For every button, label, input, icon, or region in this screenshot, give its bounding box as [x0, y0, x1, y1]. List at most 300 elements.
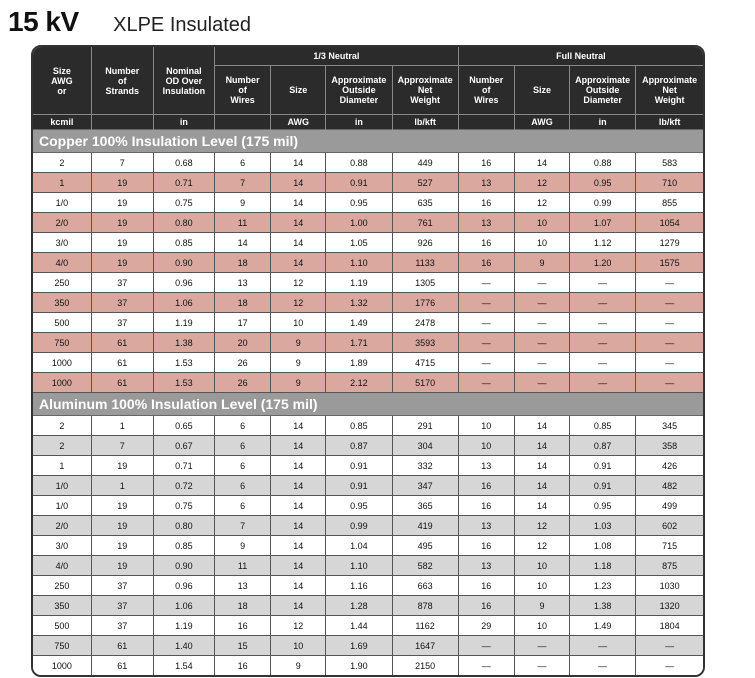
table-cell: 14	[271, 476, 326, 496]
table-cell: 449	[392, 153, 458, 173]
table-cell: 18	[215, 596, 271, 616]
table-cell: 1.38	[153, 333, 214, 353]
table-cell: 1.10	[326, 556, 392, 576]
table-cell: 0.91	[326, 456, 392, 476]
table-cell: 18	[215, 293, 271, 313]
table-cell: 926	[392, 233, 458, 253]
header-third-weight	[392, 66, 458, 115]
table-cell: 1/0	[33, 193, 91, 213]
table-cell: 1776	[392, 293, 458, 313]
table-cell: 61	[91, 353, 153, 373]
table-cell: 878	[392, 596, 458, 616]
table-cell: 9	[271, 333, 326, 353]
cable-spec-table-frame	[31, 45, 705, 677]
table-cell: 14	[271, 253, 326, 273]
table-cell: 0.88	[570, 153, 636, 173]
table-cell: 583	[636, 153, 703, 173]
table-cell: 527	[392, 173, 458, 193]
header-wires-line: Number	[225, 75, 260, 85]
table-cell: 1	[91, 416, 153, 436]
table-cell: —	[636, 636, 703, 656]
table-cell: 250	[33, 576, 91, 596]
table-cell: 37	[91, 313, 153, 333]
table-row	[33, 596, 703, 616]
table-cell: 2/0	[33, 516, 91, 536]
table-cell: —	[458, 636, 514, 656]
header-diam-line: Diameter	[583, 95, 622, 105]
table-cell: 37	[91, 596, 153, 616]
table-cell: 13	[458, 556, 514, 576]
table-cell: 635	[392, 193, 458, 213]
table-cell: 61	[91, 656, 153, 676]
table-cell: 13	[458, 516, 514, 536]
table-cell: 0.95	[570, 496, 636, 516]
table-cell: 663	[392, 576, 458, 596]
table-cell: 14	[271, 416, 326, 436]
table-row	[33, 556, 703, 576]
table-cell: 14	[271, 233, 326, 253]
table-cell: 61	[91, 636, 153, 656]
table-cell: 1647	[392, 636, 458, 656]
table-cell: 332	[392, 456, 458, 476]
table-cell: 9	[215, 536, 271, 556]
table-cell: 12	[514, 193, 569, 213]
table-cell: 13	[458, 173, 514, 193]
table-cell: —	[514, 636, 569, 656]
header-third-weight-unit: lb/kft	[392, 115, 458, 130]
table-cell: 1000	[33, 373, 91, 393]
table-cell: —	[570, 313, 636, 333]
table-cell: 0.87	[326, 436, 392, 456]
table-cell: 1054	[636, 213, 703, 233]
table-cell: —	[636, 313, 703, 333]
table-cell: 5170	[392, 373, 458, 393]
table-cell: 19	[91, 253, 153, 273]
table-cell: 16	[458, 536, 514, 556]
table-row	[33, 616, 703, 636]
table-cell: 1.28	[326, 596, 392, 616]
table-cell: 1.23	[570, 576, 636, 596]
table-cell: 14	[215, 233, 271, 253]
header-diam-line: Approximate	[331, 75, 387, 85]
table-cell: —	[514, 333, 569, 353]
header-diam-line: Approximate	[575, 75, 631, 85]
table-cell: 0.90	[153, 253, 214, 273]
table-cell: 1279	[636, 233, 703, 253]
table-row	[33, 576, 703, 596]
table-cell: 1.49	[326, 313, 392, 333]
table-cell: 1320	[636, 596, 703, 616]
table-cell: —	[514, 656, 569, 676]
table-cell: 16	[215, 616, 271, 636]
header-od-unit: in	[153, 115, 214, 130]
header-wires-line: Wires	[474, 95, 499, 105]
table-cell: 291	[392, 416, 458, 436]
header-size-line: AWG	[51, 75, 73, 86]
table-cell: 19	[91, 213, 153, 233]
table-row	[33, 313, 703, 333]
table-cell: 2150	[392, 656, 458, 676]
table-cell: 1/0	[33, 496, 91, 516]
table-cell: 0.95	[326, 193, 392, 213]
table-cell: 14	[514, 153, 569, 173]
table-cell: 14	[271, 153, 326, 173]
table-cell: 10	[514, 213, 569, 233]
table-cell: 6	[215, 476, 271, 496]
table-cell: 14	[514, 436, 569, 456]
table-cell: 1.44	[326, 616, 392, 636]
table-cell: 0.96	[153, 576, 214, 596]
table-cell: 0.96	[153, 273, 214, 293]
table-cell: 1.00	[326, 213, 392, 233]
table-cell: 7	[91, 153, 153, 173]
table-cell: 1.07	[570, 213, 636, 233]
table-cell: 345	[636, 416, 703, 436]
table-cell: 12	[271, 293, 326, 313]
table-cell: 482	[636, 476, 703, 496]
table-row	[33, 153, 703, 173]
table-cell: 347	[392, 476, 458, 496]
table-cell: 16	[458, 576, 514, 596]
table-cell: 6	[215, 496, 271, 516]
header-weight-line: Weight	[410, 95, 441, 105]
table-row	[33, 456, 703, 476]
table-cell: 1.49	[570, 616, 636, 636]
table-row	[33, 636, 703, 656]
table-row	[33, 536, 703, 556]
table-cell: 14	[271, 556, 326, 576]
table-cell: —	[570, 353, 636, 373]
header-size-last-line: kcmil	[33, 115, 91, 130]
table-cell: 500	[33, 616, 91, 636]
table-cell: 13	[458, 456, 514, 476]
table-cell: 1.40	[153, 636, 214, 656]
table-cell: 1804	[636, 616, 703, 636]
header-weight-line: Weight	[654, 95, 685, 105]
table-cell: —	[570, 293, 636, 313]
table-cell: 2/0	[33, 213, 91, 233]
table-cell: 10	[458, 416, 514, 436]
table-cell: 350	[33, 596, 91, 616]
table-cell: 2	[33, 436, 91, 456]
table-cell: 11	[215, 213, 271, 233]
table-cell: 37	[91, 273, 153, 293]
table-cell: 37	[91, 293, 153, 313]
table-cell: 19	[91, 516, 153, 536]
header-strands-line: of	[117, 75, 127, 86]
table-cell: 16	[458, 233, 514, 253]
table-cell: —	[636, 273, 703, 293]
table-cell: 14	[271, 193, 326, 213]
table-cell: 1.04	[326, 536, 392, 556]
table-cell: 7	[91, 436, 153, 456]
table-cell: 16	[458, 476, 514, 496]
table-cell: 3/0	[33, 536, 91, 556]
table-cell: 9	[514, 253, 569, 273]
table-cell: 1.03	[570, 516, 636, 536]
table-cell: 1.20	[570, 253, 636, 273]
table-cell: 500	[33, 313, 91, 333]
header-weight-line: Approximate	[642, 75, 698, 85]
table-cell: —	[570, 636, 636, 656]
section-title: Aluminum 100% Insulation Level (175 mil)	[33, 393, 703, 416]
table-cell: 750	[33, 636, 91, 656]
table-cell: 602	[636, 516, 703, 536]
header-strands-line: Number	[105, 65, 140, 76]
table-cell: 495	[392, 536, 458, 556]
header-od-line: Insulation	[162, 85, 206, 96]
table-cell: 12	[271, 616, 326, 636]
table-cell: 12	[514, 536, 569, 556]
table-cell: 1162	[392, 616, 458, 636]
table-cell: 0.72	[153, 476, 214, 496]
table-cell: —	[570, 273, 636, 293]
table-cell: 0.68	[153, 153, 214, 173]
table-cell: 0.91	[570, 456, 636, 476]
table-cell: 17	[215, 313, 271, 333]
header-third-wires-unit	[215, 115, 271, 130]
cable-spec-table	[33, 47, 703, 676]
table-cell: 1.16	[326, 576, 392, 596]
table-cell: 14	[514, 476, 569, 496]
table-cell: 29	[458, 616, 514, 636]
table-cell: 1.06	[153, 596, 214, 616]
table-cell: 18	[215, 253, 271, 273]
table-cell: 10	[271, 313, 326, 333]
header-third-size-unit: AWG	[271, 115, 326, 130]
header-weight-line: Net	[662, 85, 677, 95]
table-cell: 1000	[33, 656, 91, 676]
header-size-line: Size	[52, 65, 71, 76]
table-cell: 7	[215, 173, 271, 193]
table-cell: 26	[215, 353, 271, 373]
table-cell: 7	[215, 516, 271, 536]
header-weight-line: Net	[417, 85, 433, 95]
header-full-size-unit: AWG	[514, 115, 569, 130]
table-cell: 19	[91, 173, 153, 193]
table-body	[33, 130, 703, 676]
header-full-diameter-unit: in	[570, 115, 636, 130]
table-cell: 11	[215, 556, 271, 576]
table-cell: 14	[514, 456, 569, 476]
table-cell: 1.18	[570, 556, 636, 576]
table-cell: 1.10	[326, 253, 392, 273]
table-cell: —	[458, 373, 514, 393]
table-cell: 499	[636, 496, 703, 516]
table-cell: 14	[271, 576, 326, 596]
table-cell: 3/0	[33, 233, 91, 253]
table-cell: 0.88	[326, 153, 392, 173]
table-cell: 9	[271, 353, 326, 373]
table-cell: 0.85	[153, 536, 214, 556]
table-cell: 14	[514, 496, 569, 516]
table-cell: 19	[91, 556, 153, 576]
table-cell: 10	[271, 636, 326, 656]
table-cell: 3593	[392, 333, 458, 353]
table-cell: 1030	[636, 576, 703, 596]
table-header	[33, 47, 703, 130]
table-cell: —	[636, 656, 703, 676]
table-cell: —	[636, 293, 703, 313]
table-cell: 419	[392, 516, 458, 536]
table-cell: 875	[636, 556, 703, 576]
table-cell: 0.99	[326, 516, 392, 536]
table-cell: 0.99	[570, 193, 636, 213]
header-weight-line: Approximate	[397, 75, 453, 85]
header-wires-line: Number	[469, 75, 504, 85]
header-full-weight	[636, 66, 703, 115]
table-cell: 10	[514, 556, 569, 576]
table-cell: 1	[91, 476, 153, 496]
insulation-subtitle: XLPE Insulated	[113, 14, 251, 36]
table-cell: 9	[514, 596, 569, 616]
table-cell: 16	[458, 253, 514, 273]
table-cell: 14	[271, 536, 326, 556]
header-full-size: Size	[514, 66, 569, 115]
table-cell: 0.85	[326, 416, 392, 436]
table-cell: —	[458, 313, 514, 333]
header-full-wires-unit	[458, 115, 514, 130]
table-cell: 61	[91, 333, 153, 353]
table-cell: —	[636, 333, 703, 353]
table-cell: 0.91	[326, 476, 392, 496]
table-cell: 1.90	[326, 656, 392, 676]
table-row	[33, 253, 703, 273]
table-cell: 365	[392, 496, 458, 516]
table-cell: 26	[215, 373, 271, 393]
table-cell: 6	[215, 416, 271, 436]
table-cell: —	[514, 353, 569, 373]
table-cell: —	[458, 656, 514, 676]
header-full-diameter	[570, 66, 636, 115]
table-cell: 6	[215, 456, 271, 476]
page-title	[8, 6, 251, 40]
table-cell: 9	[271, 373, 326, 393]
table-row	[33, 233, 703, 253]
table-cell: 0.90	[153, 556, 214, 576]
table-cell: 14	[271, 213, 326, 233]
table-cell: 16	[458, 596, 514, 616]
table-cell: 1000	[33, 353, 91, 373]
table-cell: 1575	[636, 253, 703, 273]
header-strands	[91, 47, 153, 115]
table-cell: 2	[33, 416, 91, 436]
header-third-diameter	[326, 66, 392, 115]
table-cell: 0.85	[570, 416, 636, 436]
table-cell: 37	[91, 616, 153, 636]
table-cell: 1.12	[570, 233, 636, 253]
table-cell: —	[570, 373, 636, 393]
table-cell: 15	[215, 636, 271, 656]
header-third-size: Size	[271, 66, 326, 115]
table-cell: 0.95	[326, 496, 392, 516]
table-cell: 2478	[392, 313, 458, 333]
table-cell: 1.53	[153, 353, 214, 373]
table-cell: 4/0	[33, 253, 91, 273]
table-cell: 1.89	[326, 353, 392, 373]
table-row	[33, 476, 703, 496]
table-cell: 582	[392, 556, 458, 576]
header-full-weight-unit: lb/kft	[636, 115, 703, 130]
table-cell: 14	[271, 596, 326, 616]
section-title: Copper 100% Insulation Level (175 mil)	[33, 130, 703, 153]
table-cell: 0.80	[153, 213, 214, 233]
table-cell: 14	[271, 436, 326, 456]
table-cell: 1.05	[326, 233, 392, 253]
table-cell: 13	[215, 273, 271, 293]
table-cell: 14	[271, 496, 326, 516]
header-group-third-neutral: 1/3 Neutral	[215, 47, 459, 66]
header-strands-line: Strands	[105, 85, 139, 96]
table-cell: —	[458, 353, 514, 373]
header-od-line: OD Over	[165, 75, 203, 86]
table-cell: 0.91	[326, 173, 392, 193]
header-size-line: or	[57, 85, 67, 96]
table-cell: —	[636, 373, 703, 393]
table-cell: 1	[33, 173, 91, 193]
table-cell: 715	[636, 536, 703, 556]
header-third-wires	[215, 66, 271, 115]
table-cell: 16	[215, 656, 271, 676]
table-cell: 4715	[392, 353, 458, 373]
table-cell: 1	[33, 456, 91, 476]
table-cell: 1.54	[153, 656, 214, 676]
table-cell: 761	[392, 213, 458, 233]
table-cell: 350	[33, 293, 91, 313]
table-cell: 14	[514, 416, 569, 436]
table-cell: 6	[215, 153, 271, 173]
table-row	[33, 353, 703, 373]
table-cell: 1.32	[326, 293, 392, 313]
table-cell: 61	[91, 373, 153, 393]
table-cell: 855	[636, 193, 703, 213]
table-cell: 1.19	[326, 273, 392, 293]
table-cell: 0.67	[153, 436, 214, 456]
table-row	[33, 516, 703, 536]
table-row	[33, 213, 703, 233]
table-cell: 19	[91, 536, 153, 556]
header-wires-line: of	[482, 85, 491, 95]
table-cell: 1.19	[153, 313, 214, 333]
table-row	[33, 173, 703, 193]
table-cell: 1/0	[33, 476, 91, 496]
table-cell: 1.08	[570, 536, 636, 556]
table-cell: 0.71	[153, 173, 214, 193]
table-cell: —	[514, 273, 569, 293]
table-cell: 9	[271, 656, 326, 676]
header-diam-line: Outside	[342, 85, 376, 95]
table-cell: 10	[458, 436, 514, 456]
table-cell: 710	[636, 173, 703, 193]
table-row	[33, 333, 703, 353]
table-cell: 19	[91, 496, 153, 516]
table-cell: 0.75	[153, 193, 214, 213]
header-wires-line: of	[238, 85, 247, 95]
table-cell: 13	[458, 213, 514, 233]
header-size	[33, 47, 91, 115]
section-aluminum	[33, 393, 703, 416]
table-cell: 14	[271, 516, 326, 536]
header-wires-line: Wires	[230, 95, 255, 105]
table-cell: 1.71	[326, 333, 392, 353]
table-cell: 0.80	[153, 516, 214, 536]
table-cell: 1.06	[153, 293, 214, 313]
table-row	[33, 436, 703, 456]
table-row	[33, 373, 703, 393]
table-cell: 37	[91, 576, 153, 596]
table-cell: 0.91	[570, 476, 636, 496]
table-cell: 6	[215, 436, 271, 456]
